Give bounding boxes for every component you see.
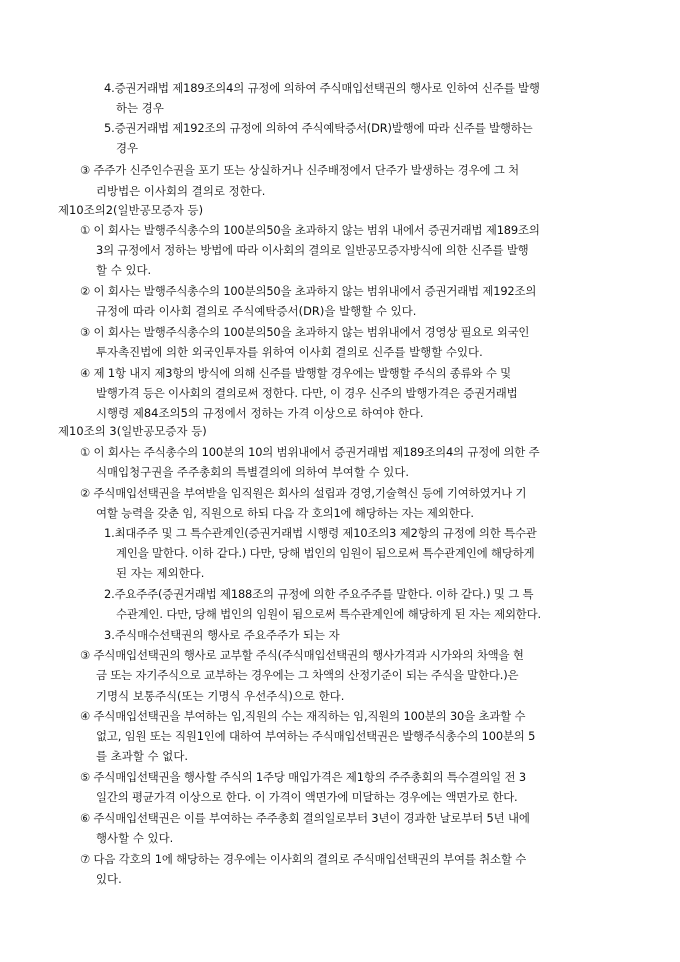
art2-clause-2-line-2: 규정에 따라 이사회 결의로 주식예탁증서(DR)을 발행할 수 있다. (96, 304, 417, 318)
art3-clause-3-line-1: ③ 주식매입선택권의 행사로 교부할 주식(주식매입선택권의 행사가격과 시가와의 차액을 현 (80, 648, 524, 662)
art3-clause-4-line-3: 를 초과할 수 없다. (96, 749, 189, 763)
item-4-line-2: 하는 경우 (116, 101, 164, 115)
article-10-2-heading: 제10조의2(일반공모증자 등) (58, 203, 204, 217)
art3-clause-1-line-2: 식매입청구권을 주주총회의 특별결의에 의하여 부여할 수 있다. (96, 465, 410, 479)
article-10-3-heading: 제10조의 3(일반공모증자 등) (58, 424, 207, 438)
art3-clause-2-line-2: 여할 능력을 갖춘 임, 직원으로 하되 다음 각 호의1에 해당하는 자는 제외한다. (96, 506, 474, 520)
art2-clause-4-line-2: 발행가격 등은 이사회의 결의로써 정한다. 다만, 이 경우 신주의 발행가격은 증권거래법 (96, 386, 518, 400)
art2-clause-1-line-1: ① 이 회사는 발행주식총수의 100분의50을 초과하지 않는 범위 내에서 증권거래법 제189조의 (80, 223, 540, 237)
art2-clause-4-line-1: ④ 제 1항 내지 제3항의 방식에 의해 신주를 발행할 경우에는 발행할 주식의 종류와 수 및 (80, 366, 512, 380)
art3-clause-7-line-2: 있다. (96, 872, 122, 886)
art3-clause-5-line-2: 일간의 평균가격 이상으로 한다. 이 가격이 액면가에 미달하는 경우에는 액면가로 한다. (96, 790, 518, 804)
art3-clause-3-line-2: 금 또는 자기주식으로 교부하는 경우에는 그 차액의 산정기준이 되는 주식을 말한다.)은 (96, 668, 519, 682)
art2-clause-2-line-1: ② 이 회사는 발행주식총수의 100분의50을 초과하지 않는 범위내에서 증권거래법 제192조의 (80, 284, 537, 298)
clause-3-line-1: ③ 주주가 신주인수권을 포기 또는 상실하거나 신주배정에서 단주가 발생하는 경우에 그 처 (80, 163, 519, 177)
art3-clause-5-line-1: ⑤ 주식매입선택권을 행사할 주식의 1주당 매입가격은 제1항의 주주총회의 특수결의일 전 3 (80, 770, 526, 784)
art2-clause-1-line-2: 3의 규정에서 정하는 방법에 따라 이사회의 결의로 일반공모증자방식에 의한 신주를 발행 (96, 243, 529, 257)
art3-clause-7-line-1: ⑦ 다음 각호의 1에 해당하는 경우에는 이사회의 결의로 주식매입선택권의 부여를 취소할 수 (80, 852, 527, 866)
art3-clause-4-line-1: ④ 주식매입선택권을 부여하는 임,직원의 수는 재직하는 임,직원의 100분의 30을 초과할 수 (80, 709, 526, 723)
art3-clause-2-line-1: ② 주식매입선택권을 부여받을 임직원은 회사의 설립과 경영,기술혁신 등에 기여하였거나 기 (80, 486, 527, 500)
sub-item-3: 3.주식매수선택권의 행사로 주요주주가 되는 자 (104, 628, 340, 642)
sub-item-2-line-1: 2.주요주주(증권거래법 제188조의 규정에 의한 주요주주를 말한다. 이하 같다.) 및 그 특 (104, 587, 534, 601)
art2-clause-4-line-3: 시행령 제84조의5의 규정에서 정하는 가격 이상으로 하여야 한다. (96, 406, 424, 420)
art3-clause-1-line-1: ① 이 회사는 주식총수의 100분의 10의 범위내에서 증권거래법 제189조의4의 규정에 의한 주 (80, 445, 540, 459)
item-5-line-2: 경우 (116, 141, 139, 155)
item-4-line-1: 4.증권거래법 제189조의4의 규정에 의하여 주식매입선택권의 행사로 인하여 신주를 발행 (104, 81, 540, 95)
sub-item-2-line-2: 수관계인. 다만, 당해 법인의 임원이 됨으로써 특수관계인에 해당하게 된 자는 제외한다. (116, 607, 541, 621)
art3-clause-3-line-3: 기명식 보통주식(또는 기명식 우선주식)으로 한다. (96, 689, 345, 703)
art3-clause-6-line-2: 행사할 수 있다. (96, 831, 174, 845)
art2-clause-1-line-3: 할 수 있다. (96, 263, 152, 277)
art2-clause-3-line-2: 투자촉진법에 의한 외국인투자를 위하여 이사회 결의로 신주를 발행할 수있다. (96, 345, 483, 359)
clause-3-line-2: 리방법은 이사회의 결의로 정한다. (96, 184, 266, 198)
sub-item-1-line-2: 계인을 말한다. 이하 같다.) 다만, 당해 법인의 임원이 됨으로써 특수관계인에 해당하게 (116, 546, 535, 560)
art3-clause-4-line-2: 없고, 임원 또는 직원1인에 대하여 부여하는 주식매입선택권은 발행주식총수의 100분의 5 (96, 729, 536, 743)
item-5-line-1: 5.증권거래법 제192조의 규정에 의하여 주식예탁증서(DR)발행에 따라 신주를 발행하는 (104, 121, 533, 135)
art3-clause-6-line-1: ⑥ 주식매입선택권은 이를 부여하는 주주총회 결의일로부터 3년이 경과한 날로부터 5년 내에 (80, 811, 530, 825)
sub-item-1-line-1: 1.최대주주 및 그 특수관계인(증권거래법 시행령 제10조의3 제2항의 규정에 의한 특수관 (104, 526, 537, 540)
sub-item-1-line-3: 된 자는 제외한다. (116, 566, 205, 580)
art2-clause-3-line-1: ③ 이 회사는 발행주식총수의 100분의50을 초과하지 않는 범위내에서 경영상 필요로 외국인 (80, 325, 530, 339)
